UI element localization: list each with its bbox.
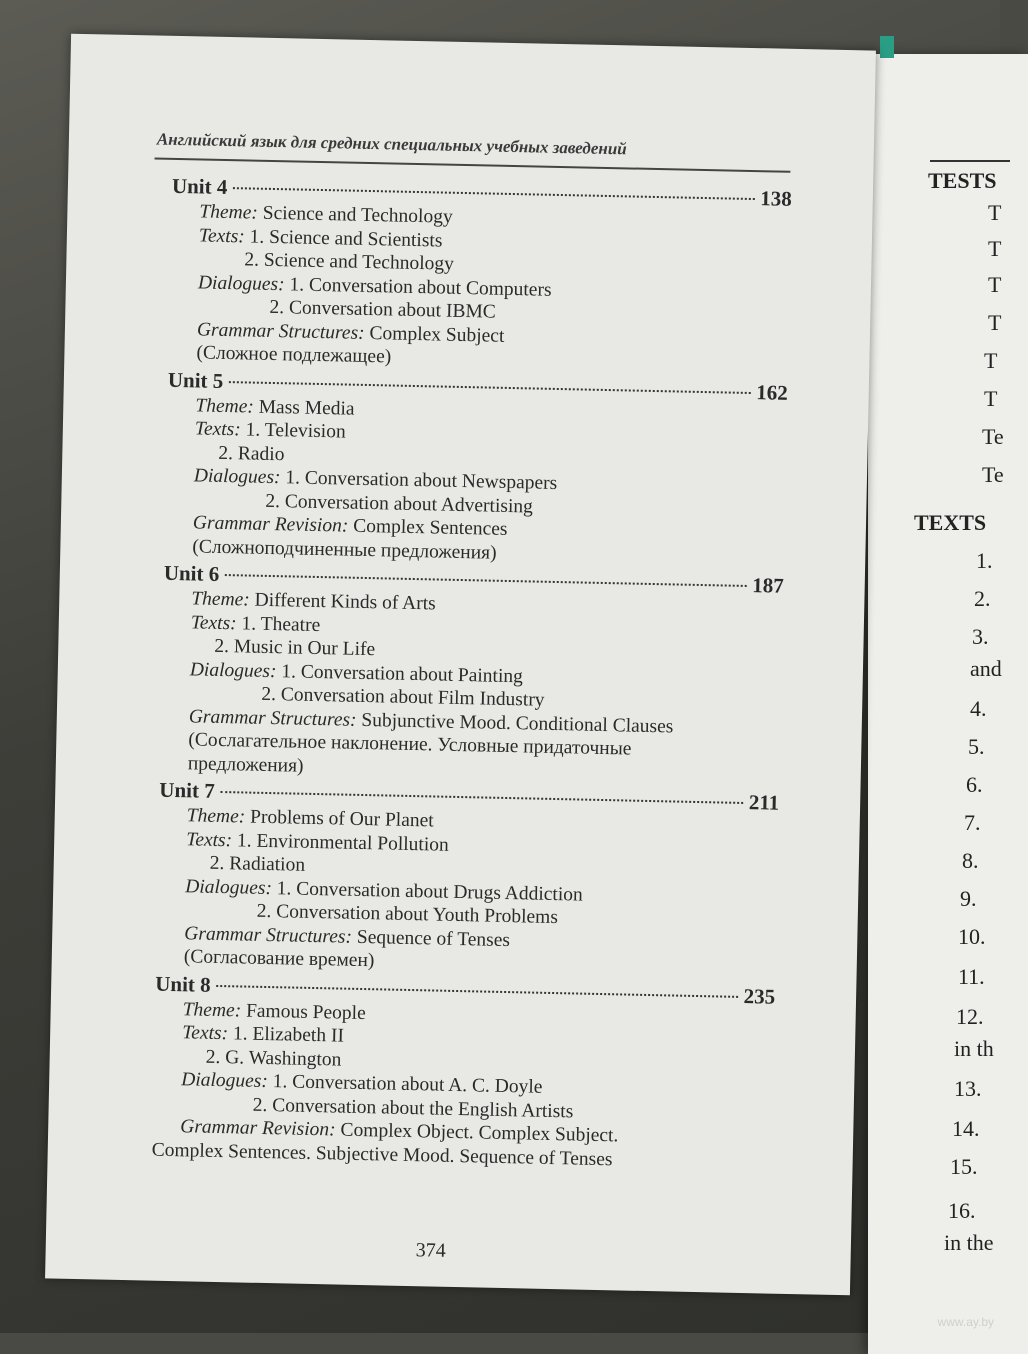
entry-label: Grammar Structures: [188, 705, 357, 731]
toc-unit [160, 561, 784, 788]
right-page-fragment: in the [944, 1230, 994, 1255]
right-page-fragment: Te [982, 424, 1004, 449]
entry-text: Problems of Our Planet [245, 806, 434, 832]
entry-text: Complex Sentences [348, 515, 508, 540]
right-page-fragment: 4. [970, 696, 987, 721]
right-page-fragment: 5. [968, 734, 985, 759]
entry-text: Famous People [240, 999, 366, 1024]
entry-label: Texts: [186, 828, 233, 851]
table-of-contents [151, 174, 792, 1178]
right-page-fragment: 16. [948, 1198, 976, 1223]
entry-text: 1. Television [240, 419, 346, 443]
entry-text: 1. Conversation about Drugs Addiction [271, 877, 583, 906]
entry-text: (Сложноподчиненные предложения) [192, 535, 497, 564]
entry-text: 2. Conversation about IBMC [269, 296, 497, 323]
left-page [45, 34, 876, 1296]
right-page-fragment: 11. [958, 964, 985, 989]
bookmark-ribbon [880, 36, 894, 58]
entry-text: Different Kinds of Arts [249, 589, 436, 615]
entry-label: Texts: [182, 1022, 229, 1045]
entry-text: 2. Conversation about Film Industry [261, 683, 545, 711]
entry-text: 2. Science and Technology [244, 249, 455, 275]
entry-text: Complex Sentences. Subjective Mood. Sequence of Tenses [151, 1139, 613, 1170]
entry-label: Theme: [191, 588, 251, 611]
right-page-rule [930, 160, 1010, 162]
right-page-fragment: T [988, 310, 1002, 335]
right-page-fragment: 10. [958, 924, 986, 949]
entry-text: (Согласование времен) [183, 946, 375, 972]
entry-label: Grammar Structures: [184, 922, 353, 948]
entry-label: Theme: [195, 394, 255, 418]
entry-label: Texts: [198, 224, 246, 247]
right-page-fragment: 6. [966, 772, 983, 797]
unit-page-number: 162 [756, 379, 789, 405]
toc-unit [152, 971, 776, 1174]
entry-text: 1. Conversation about Computers [284, 273, 552, 301]
unit-page-number: 211 [748, 790, 780, 815]
unit-title: Unit 8 [155, 971, 211, 997]
entry-label: Grammar Revision: [180, 1116, 336, 1141]
entry-label: Dialogues: [197, 271, 285, 295]
entry-text: 2. Conversation about Youth Problems [256, 900, 559, 929]
entry-text: Complex Subject [364, 322, 505, 347]
entry-text: (Сложное подлежащее) [196, 342, 392, 368]
entry-label: Theme: [182, 998, 242, 1021]
unit-page-number: 187 [751, 573, 784, 598]
entry-text: 1. Conversation about A. C. Doyle [267, 1071, 543, 1098]
entry-label: Grammar Revision: [192, 512, 349, 537]
unit-title: Unit 4 [171, 173, 228, 200]
unit-title: Unit 7 [159, 777, 215, 803]
entry-text: Science and Technology [257, 202, 453, 228]
leader-dots [233, 187, 754, 200]
entry-label: Theme: [186, 805, 246, 828]
right-page-fragment: 15. [950, 1154, 978, 1179]
watermark: www.ay.by [937, 1315, 994, 1329]
running-header: Английский язык для средних специальных учебных заведений [156, 129, 627, 159]
right-page-fragment: T [988, 200, 1002, 225]
right-page-fragment: 8. [962, 848, 979, 873]
entry-text: 2. Music in Our Life [214, 635, 376, 661]
leader-dots [229, 381, 750, 394]
right-page-fragment: 14. [952, 1116, 980, 1141]
entry-text: 1. Science and Scientists [244, 225, 443, 252]
entry-label: Grammar Structures: [196, 318, 365, 344]
entry-text: предложения) [187, 752, 304, 777]
right-page-fragment: T [988, 236, 1002, 261]
toc-unit [164, 367, 788, 570]
unit-title: Unit 5 [167, 367, 224, 393]
right-page-fragment: T [988, 272, 1002, 297]
entry-label: Texts: [190, 611, 237, 634]
unit-page-number: 235 [743, 983, 776, 1009]
entry-text: 2. Radio [218, 442, 285, 465]
right-page-fragment: 13. [954, 1076, 982, 1101]
right-page-fragment: T [984, 348, 998, 373]
right-page-fragment: 3. [972, 624, 989, 649]
entry-text: Sequence of Tenses [351, 926, 511, 951]
right-page-fragment: T [984, 386, 998, 411]
right-page-fragment: 12. [956, 1004, 984, 1029]
right-page-fragment: Te [982, 462, 1004, 487]
unit-page-number: 138 [760, 186, 793, 211]
right-page [868, 54, 1028, 1354]
entry-text: 1. Theatre [236, 612, 321, 636]
entry-text: Complex Object. Complex Subject. [335, 1119, 619, 1147]
toc-unit [156, 778, 780, 981]
entry-text: 2. Radiation [209, 852, 306, 876]
right-page-fragment: 7. [964, 810, 981, 835]
entry-text: 1. Conversation about Newspapers [280, 467, 558, 494]
toc-unit [168, 174, 792, 377]
leader-dots [217, 984, 738, 997]
entry-text: 1. Conversation about Painting [276, 660, 524, 687]
leader-dots [225, 574, 746, 587]
right-page-fragment: 2. [974, 586, 991, 611]
right-page-fragment: in th [954, 1036, 994, 1061]
entry-label: Texts: [194, 418, 241, 441]
right-heading-texts: TEXTS [914, 510, 987, 535]
right-page-fragment: and [970, 656, 1002, 681]
entry-text: 2. Conversation about the English Artists [252, 1094, 574, 1122]
entry-text: 2. G. Washington [205, 1046, 342, 1071]
right-heading-tests: TESTS [928, 168, 997, 193]
entry-text: 2. Conversation about Advertising [265, 490, 534, 517]
entry-text: Subjunctive Mood. Conditional Clauses [356, 709, 674, 737]
entry-text: Mass Media [253, 396, 355, 420]
page-number: 374 [415, 1239, 446, 1262]
entry-label: Dialogues: [189, 658, 277, 682]
entry-label: Dialogues: [193, 465, 281, 489]
entry-label: Dialogues: [181, 1069, 269, 1093]
entry-text: 1. Environmental Pollution [231, 829, 449, 856]
entry-text: 1. Elizabeth II [227, 1023, 345, 1047]
right-page-fragment: 1. [976, 548, 993, 573]
entry-label: Dialogues: [185, 875, 273, 899]
entry-text: (Сослагательное наклонение. Условные придаточные [188, 729, 632, 760]
entry-label: Theme: [199, 201, 259, 224]
leader-dots [221, 791, 743, 804]
unit-title: Unit 6 [163, 560, 220, 586]
right-page-fragment: 9. [960, 886, 977, 911]
